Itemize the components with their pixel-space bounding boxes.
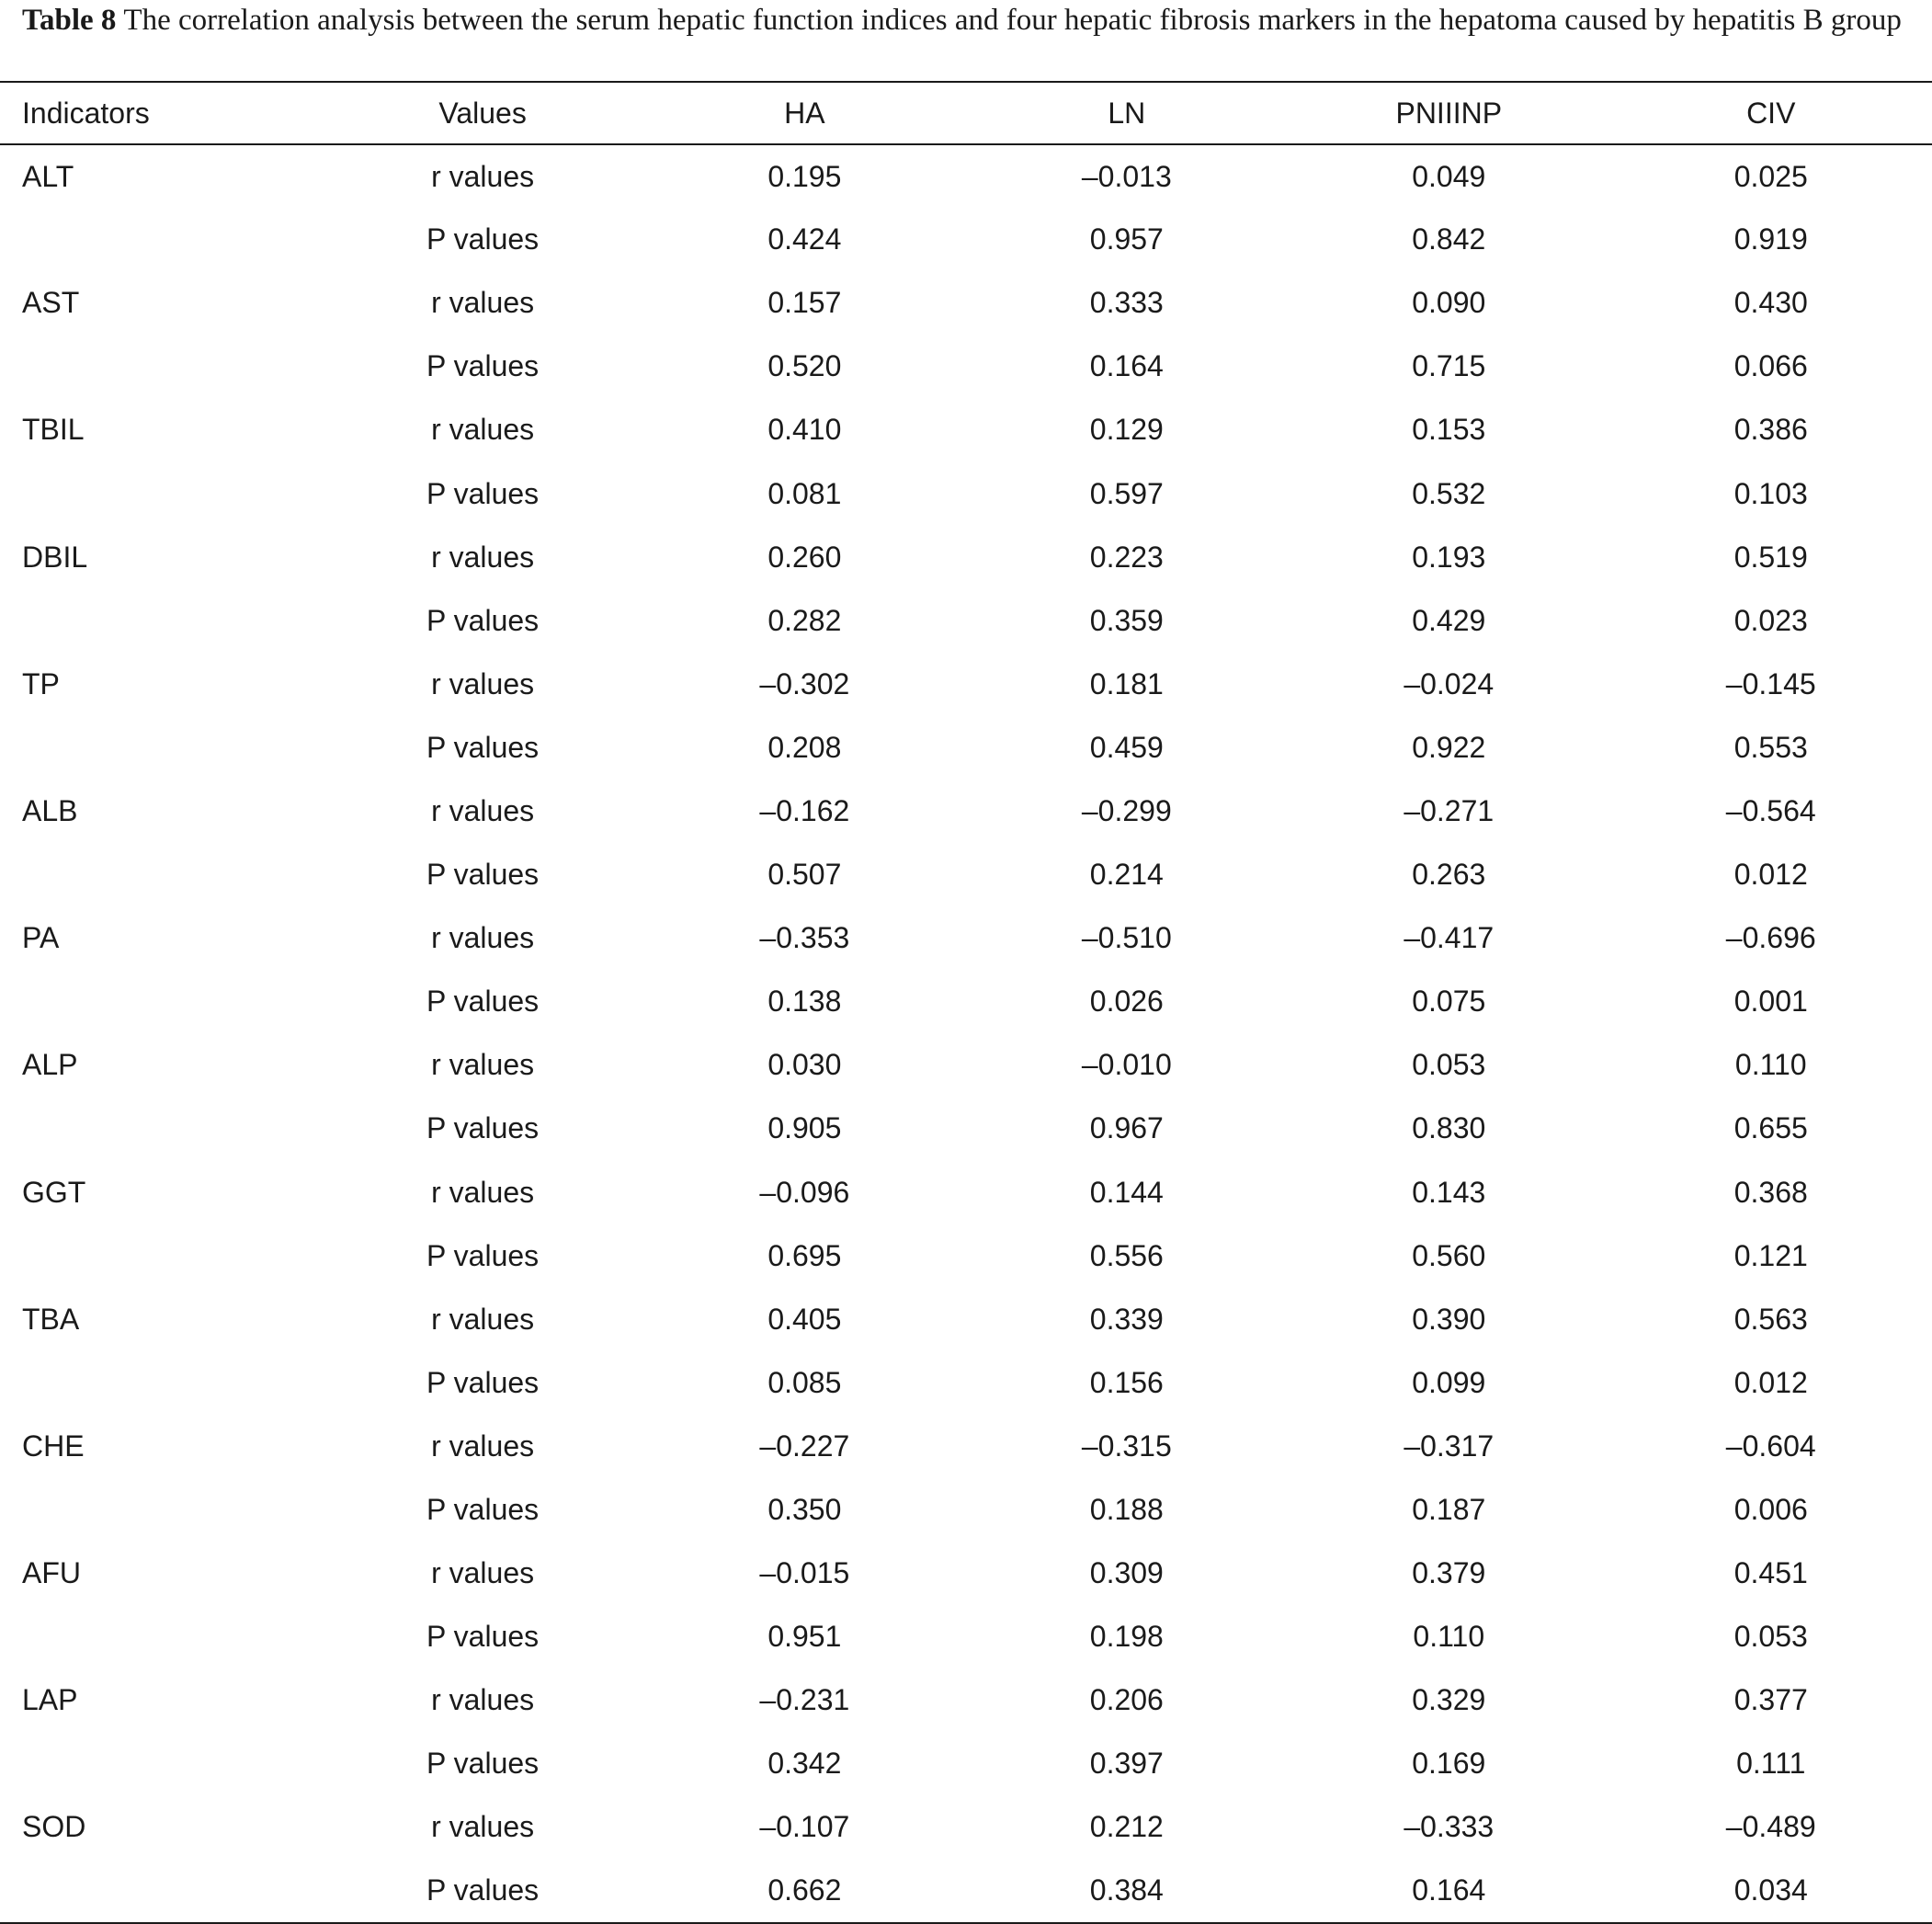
cell-ha-p: 0.081 xyxy=(767,476,842,510)
table-row xyxy=(0,716,1932,780)
cell-ln-p: 0.188 xyxy=(1089,1493,1164,1527)
cell-ha-p: 0.208 xyxy=(767,730,842,764)
cell-ln-r: –0.315 xyxy=(1081,1429,1172,1463)
cell-civ-r: –0.564 xyxy=(1725,793,1816,827)
cell-ln-r: 0.129 xyxy=(1089,413,1164,447)
cell-pniiinp-p: 0.164 xyxy=(1412,1873,1486,1907)
cell-civ-p: 0.121 xyxy=(1733,1238,1808,1272)
cell-pniiinp-p: 0.429 xyxy=(1412,603,1486,637)
cell-value-type: r values xyxy=(431,666,535,700)
table-row xyxy=(0,1668,1932,1732)
cell-value-type: r values xyxy=(431,921,535,955)
cell-pniiinp-p: 0.842 xyxy=(1412,222,1486,256)
cell-civ-p: 0.103 xyxy=(1733,476,1808,510)
cell-pniiinp-p: 0.532 xyxy=(1412,476,1486,510)
cell-ha-p: 0.085 xyxy=(767,1365,842,1399)
cell-value-type: r values xyxy=(431,793,535,827)
cell-civ-p: 0.012 xyxy=(1733,858,1808,892)
cell-ln-p: 0.597 xyxy=(1089,476,1164,510)
cell-civ-r: 0.386 xyxy=(1733,413,1808,447)
cell-ln-p: 0.156 xyxy=(1089,1365,1164,1399)
cell-civ-r: 0.025 xyxy=(1733,159,1808,193)
cell-indicator xyxy=(0,1860,322,1923)
cell-indicator: ALT xyxy=(22,159,74,193)
cell-civ-p: 0.034 xyxy=(1733,1873,1808,1907)
cell-ha-r: –0.353 xyxy=(759,921,850,955)
cell-indicator: SOD xyxy=(22,1810,86,1844)
cell-indicator xyxy=(0,589,322,653)
cell-ha-r: 0.030 xyxy=(767,1048,842,1082)
cell-pniiinp-r: –0.417 xyxy=(1404,921,1494,955)
cell-ha-p: 0.350 xyxy=(767,1493,842,1527)
cell-value-type: r values xyxy=(431,1302,535,1336)
cell-pniiinp-r: 0.329 xyxy=(1412,1683,1486,1717)
cell-ln-r: –0.010 xyxy=(1081,1048,1172,1082)
cell-pniiinp-p: 0.560 xyxy=(1412,1238,1486,1272)
cell-ln-r: 0.181 xyxy=(1089,666,1164,700)
cell-indicator xyxy=(0,1224,322,1288)
cell-pniiinp-p: 0.187 xyxy=(1412,1493,1486,1527)
cell-ha-r: 0.157 xyxy=(767,286,842,320)
cell-value-type: P values xyxy=(426,1873,540,1907)
cell-ln-r: 0.223 xyxy=(1089,540,1164,574)
cell-indicator: AFU xyxy=(22,1556,81,1590)
cell-pniiinp-r: 0.390 xyxy=(1412,1302,1486,1336)
cell-ln-p: 0.198 xyxy=(1089,1620,1164,1654)
cell-value-type: r values xyxy=(431,1556,535,1590)
cell-pniiinp-r: 0.143 xyxy=(1412,1175,1486,1209)
cell-civ-r: 0.110 xyxy=(1734,1048,1807,1082)
cell-ha-r: 0.260 xyxy=(767,540,842,574)
table-row xyxy=(0,1605,1932,1668)
cell-value-type: P values xyxy=(426,349,540,383)
cell-ln-r: 0.212 xyxy=(1089,1810,1164,1844)
header-ln: LN xyxy=(1108,96,1146,130)
cell-pniiinp-r: 0.153 xyxy=(1412,413,1486,447)
cell-civ-r: –0.145 xyxy=(1725,666,1816,700)
cell-value-type: r values xyxy=(431,1175,535,1209)
cell-ln-r: 0.333 xyxy=(1089,286,1164,320)
cell-value-type: r values xyxy=(431,1429,535,1463)
cell-value-type: r values xyxy=(431,286,535,320)
cell-value-type: r values xyxy=(431,1810,535,1844)
table-caption xyxy=(22,0,1910,40)
cell-ln-r: 0.309 xyxy=(1089,1556,1164,1590)
cell-civ-r: 0.368 xyxy=(1733,1175,1808,1209)
table-row xyxy=(0,906,1932,970)
table-row xyxy=(0,335,1932,398)
cell-indicator: PA xyxy=(22,921,60,955)
table-row xyxy=(0,1161,1932,1224)
cell-ha-r: 0.405 xyxy=(767,1302,842,1336)
cell-civ-p: 0.001 xyxy=(1733,985,1808,1019)
cell-pniiinp-r: 0.049 xyxy=(1412,159,1486,193)
cell-civ-r: 0.430 xyxy=(1733,286,1808,320)
cell-ln-p: 0.967 xyxy=(1089,1111,1164,1145)
cell-civ-p: 0.066 xyxy=(1733,349,1808,383)
cell-ln-p: 0.384 xyxy=(1089,1873,1164,1907)
table-caption-label: Table 8 xyxy=(22,4,117,37)
header-row xyxy=(0,82,1932,144)
cell-ha-r: 0.195 xyxy=(767,159,842,193)
cell-indicator: ALP xyxy=(22,1048,78,1082)
cell-ln-p: 0.459 xyxy=(1089,730,1164,764)
cell-civ-p: 0.053 xyxy=(1733,1620,1808,1654)
cell-pniiinp-p: 0.263 xyxy=(1412,858,1486,892)
cell-pniiinp-p: 0.099 xyxy=(1412,1365,1486,1399)
cell-pniiinp-p: 0.715 xyxy=(1412,349,1486,383)
cell-civ-r: 0.451 xyxy=(1733,1556,1808,1590)
cell-ha-p: 0.282 xyxy=(767,603,842,637)
table-row xyxy=(0,271,1932,335)
table-row xyxy=(0,1732,1932,1795)
cell-value-type: r values xyxy=(431,159,535,193)
table-row xyxy=(0,1351,1932,1415)
cell-civ-p: 0.111 xyxy=(1736,1747,1806,1781)
cell-value-type: P values xyxy=(426,603,540,637)
cell-ha-p: 0.507 xyxy=(767,858,842,892)
cell-ln-p: 0.957 xyxy=(1089,222,1164,256)
header-values: Values xyxy=(438,96,527,130)
cell-ha-r: –0.096 xyxy=(759,1175,850,1209)
table-caption-text: The correlation analysis between the serum hepatic function indices and four hepatic fibrosis markers in the hepatoma caused by hepatitis B group xyxy=(123,4,1902,37)
cell-pniiinp-r: –0.024 xyxy=(1404,666,1494,700)
cell-pniiinp-r: 0.090 xyxy=(1412,286,1486,320)
cell-civ-r: –0.489 xyxy=(1725,1810,1816,1844)
cell-pniiinp-p: 0.830 xyxy=(1412,1111,1486,1145)
cell-ln-p: 0.214 xyxy=(1089,858,1164,892)
cell-indicator: TBA xyxy=(22,1302,80,1336)
cell-pniiinp-r: 0.193 xyxy=(1412,540,1486,574)
cell-value-type: r values xyxy=(431,1048,535,1082)
cell-indicator xyxy=(0,1605,322,1668)
cell-pniiinp-r: 0.053 xyxy=(1412,1048,1486,1082)
cell-ha-r: –0.302 xyxy=(759,666,850,700)
cell-ln-r: 0.339 xyxy=(1089,1302,1164,1336)
table-row xyxy=(0,461,1932,525)
cell-value-type: P values xyxy=(426,858,540,892)
cell-indicator xyxy=(0,716,322,780)
cell-indicator: CHE xyxy=(22,1429,85,1463)
cell-value-type: r values xyxy=(431,540,535,574)
header-civ: CIV xyxy=(1746,96,1796,130)
cell-civ-r: 0.563 xyxy=(1733,1302,1808,1336)
cell-ha-p: 0.424 xyxy=(767,222,842,256)
cell-value-type: P values xyxy=(426,1365,540,1399)
cell-value-type: r values xyxy=(431,1683,535,1717)
table-row xyxy=(0,144,1932,208)
table-row xyxy=(0,1288,1932,1351)
table-row xyxy=(0,1097,1932,1160)
cell-ln-p: 0.397 xyxy=(1089,1747,1164,1781)
table-row xyxy=(0,208,1932,271)
cell-indicator: LAP xyxy=(22,1683,78,1717)
cell-indicator: GGT xyxy=(22,1175,86,1209)
cell-ln-p: 0.164 xyxy=(1089,349,1164,383)
cell-ln-r: 0.144 xyxy=(1089,1175,1164,1209)
cell-civ-r: –0.696 xyxy=(1725,921,1816,955)
cell-ln-r: 0.206 xyxy=(1089,1683,1164,1717)
cell-value-type: P values xyxy=(426,1111,540,1145)
cell-pniiinp-p: 0.075 xyxy=(1412,985,1486,1019)
cell-pniiinp-p: 0.922 xyxy=(1412,730,1486,764)
cell-ha-r: –0.162 xyxy=(759,793,850,827)
cell-indicator xyxy=(0,208,322,271)
header-pniiinp: PNIIINP xyxy=(1395,96,1503,130)
cell-pniiinp-r: –0.271 xyxy=(1404,793,1494,827)
cell-value-type: P values xyxy=(426,985,540,1019)
cell-indicator xyxy=(0,1097,322,1160)
cell-value-type: P values xyxy=(426,476,540,510)
cell-indicator xyxy=(0,461,322,525)
cell-ha-p: 0.342 xyxy=(767,1747,842,1781)
correlation-table xyxy=(0,81,1932,1924)
cell-civ-p: 0.553 xyxy=(1733,730,1808,764)
cell-value-type: P values xyxy=(426,1493,540,1527)
cell-civ-r: –0.604 xyxy=(1725,1429,1816,1463)
cell-ln-p: 0.026 xyxy=(1089,985,1164,1019)
cell-pniiinp-r: 0.379 xyxy=(1412,1556,1486,1590)
cell-civ-p: 0.012 xyxy=(1733,1365,1808,1399)
cell-value-type: P values xyxy=(426,222,540,256)
cell-pniiinp-r: –0.333 xyxy=(1404,1810,1494,1844)
cell-ln-r: –0.013 xyxy=(1081,159,1172,193)
cell-value-type: P values xyxy=(426,730,540,764)
cell-indicator xyxy=(0,1478,322,1542)
cell-ln-p: 0.556 xyxy=(1089,1238,1164,1272)
cell-ha-r: –0.227 xyxy=(759,1429,850,1463)
cell-ha-r: –0.107 xyxy=(759,1810,850,1844)
cell-indicator: ALB xyxy=(22,793,78,827)
table-body xyxy=(0,144,1932,1923)
cell-ln-r: –0.510 xyxy=(1081,921,1172,955)
cell-ha-r: –0.231 xyxy=(759,1683,850,1717)
cell-value-type: P values xyxy=(426,1620,540,1654)
table-row xyxy=(0,653,1932,716)
table-row xyxy=(0,1415,1932,1478)
cell-civ-p: 0.006 xyxy=(1733,1493,1808,1527)
cell-pniiinp-r: –0.317 xyxy=(1404,1429,1494,1463)
table-row xyxy=(0,1860,1932,1923)
cell-value-type: P values xyxy=(426,1747,540,1781)
table-row xyxy=(0,970,1932,1033)
table-row xyxy=(0,843,1932,906)
header-indicators: Indicators xyxy=(22,96,150,130)
cell-value-type: r values xyxy=(431,413,535,447)
cell-ha-p: 0.662 xyxy=(767,1873,842,1907)
table-row xyxy=(0,398,1932,461)
table-row xyxy=(0,1795,1932,1859)
table-header xyxy=(0,82,1932,144)
cell-ln-r: –0.299 xyxy=(1081,793,1172,827)
table-row xyxy=(0,1478,1932,1542)
cell-ha-p: 0.905 xyxy=(767,1111,842,1145)
cell-ha-p: 0.138 xyxy=(767,985,842,1019)
table-row xyxy=(0,589,1932,653)
cell-indicator: TBIL xyxy=(22,413,85,447)
cell-indicator xyxy=(0,335,322,398)
cell-indicator xyxy=(0,843,322,906)
cell-value-type: P values xyxy=(426,1238,540,1272)
header-ha: HA xyxy=(784,96,825,130)
cell-civ-p: 0.655 xyxy=(1733,1111,1808,1145)
cell-ha-p: 0.951 xyxy=(767,1620,842,1654)
cell-indicator: TP xyxy=(22,666,60,700)
cell-indicator: AST xyxy=(22,286,80,320)
table-row xyxy=(0,780,1932,843)
table-row xyxy=(0,1542,1932,1605)
cell-ha-r: 0.410 xyxy=(767,413,842,447)
cell-ha-r: –0.015 xyxy=(759,1556,850,1590)
cell-indicator xyxy=(0,1351,322,1415)
cell-civ-r: 0.377 xyxy=(1733,1683,1808,1717)
cell-ha-p: 0.695 xyxy=(767,1238,842,1272)
cell-pniiinp-p: 0.169 xyxy=(1412,1747,1486,1781)
cell-ha-p: 0.520 xyxy=(767,349,842,383)
cell-pniiinp-p: 0.110 xyxy=(1413,1620,1485,1654)
table-row xyxy=(0,1033,1932,1097)
cell-civ-p: 0.023 xyxy=(1733,603,1808,637)
cell-ln-p: 0.359 xyxy=(1089,603,1164,637)
cell-civ-p: 0.919 xyxy=(1733,222,1808,256)
cell-indicator xyxy=(0,1732,322,1795)
table-row xyxy=(0,526,1932,589)
cell-civ-r: 0.519 xyxy=(1733,540,1808,574)
table-row xyxy=(0,1224,1932,1288)
cell-indicator xyxy=(0,970,322,1033)
cell-indicator: DBIL xyxy=(22,540,88,574)
